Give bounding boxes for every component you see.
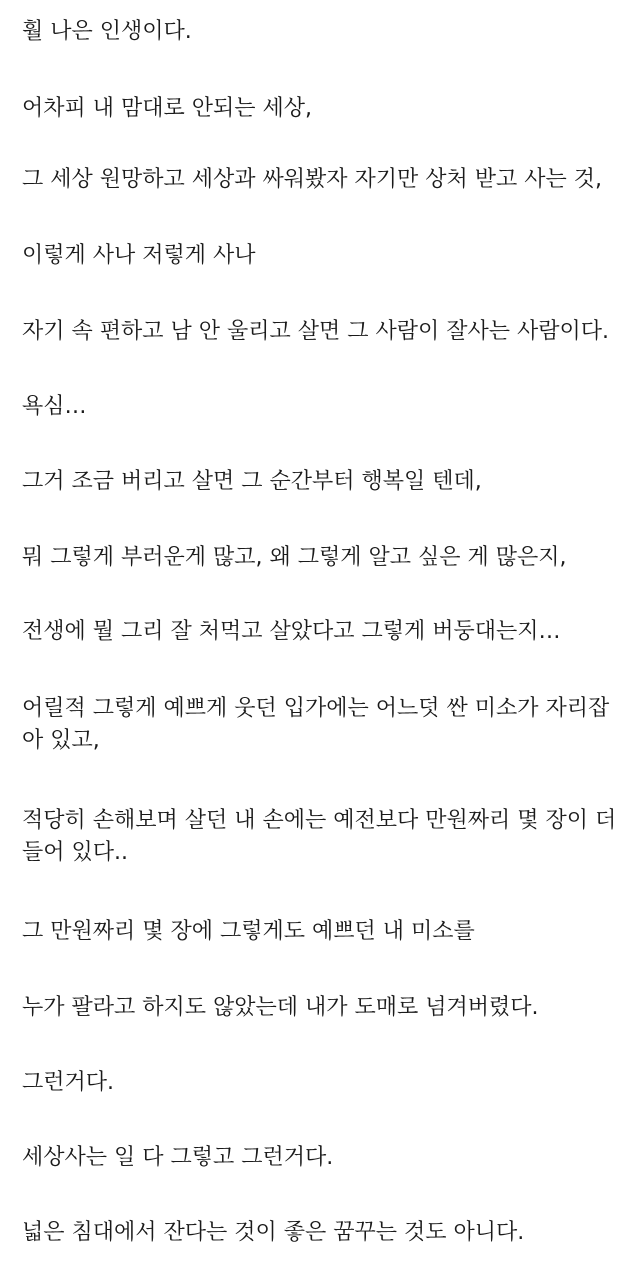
paragraph-3 xyxy=(22,164,620,196)
paragraph-5 xyxy=(22,316,620,348)
paragraph-10 xyxy=(22,693,620,757)
paragraph-8 xyxy=(22,542,620,574)
text-line: 자기 속 편하고 남 안 울리고 살면 그 사람이 잘사는 사람이다. xyxy=(22,319,609,344)
paragraph-15 xyxy=(22,1142,620,1174)
text-line: 넓은 침대에서 잔다는 것이 좋은 꿈꾸는 것도 아니다. xyxy=(22,1220,525,1245)
text-line: 훨 나은 인생이다. xyxy=(22,19,192,44)
paragraph-2 xyxy=(22,93,620,125)
text-line: 적당히 손해보며 살던 내 손에는 예전보다 만원짜리 몇 장이 더 xyxy=(22,808,617,833)
text-line: 어차피 내 맘대로 안되는 세상, xyxy=(22,96,312,121)
paragraph-6 xyxy=(22,391,620,423)
text-line: 그 세상 원망하고 세상과 싸워봤자 자기만 상처 받고 사는 것, xyxy=(22,167,602,192)
text-line: 욕심… xyxy=(22,394,87,419)
text-line: 누가 팔라고 하지도 않았는데 내가 도매로 넘겨버렸다. xyxy=(22,995,539,1020)
paragraph-12 xyxy=(22,916,620,948)
paragraph-7 xyxy=(22,466,620,498)
text-line: 세상사는 일 다 그렇고 그런거다. xyxy=(22,1145,334,1170)
paragraph-1 xyxy=(22,16,620,48)
text-line: 전생에 뭘 그리 잘 처먹고 살았다고 그렇게 버둥대는지… xyxy=(22,619,561,644)
text-line: 뭐 그렇게 부러운게 많고, 왜 그렇게 알고 싶은 게 많은지, xyxy=(22,545,567,570)
text-line: 그거 조금 버리고 살면 그 순간부터 행복일 텐데, xyxy=(22,469,482,494)
paragraph-13 xyxy=(22,992,620,1024)
paragraph-11 xyxy=(22,805,620,869)
paragraph-16 xyxy=(22,1217,620,1249)
text-line: 아 있고, xyxy=(22,728,100,753)
text-line: 어릴적 그렇게 예쁘게 웃던 입가에는 어느덧 싼 미소가 자리잡 xyxy=(22,696,610,721)
text-line: 그런거다. xyxy=(22,1070,115,1095)
paragraph-9 xyxy=(22,616,620,648)
paragraph-14 xyxy=(22,1067,620,1099)
text-line: 이렇게 사나 저렇게 사나 xyxy=(22,243,256,268)
text-line: 그 만원짜리 몇 장에 그렇게도 예쁘던 내 미소를 xyxy=(22,919,475,944)
paragraph-4 xyxy=(22,240,620,272)
text-line: 들어 있다.. xyxy=(22,840,128,865)
